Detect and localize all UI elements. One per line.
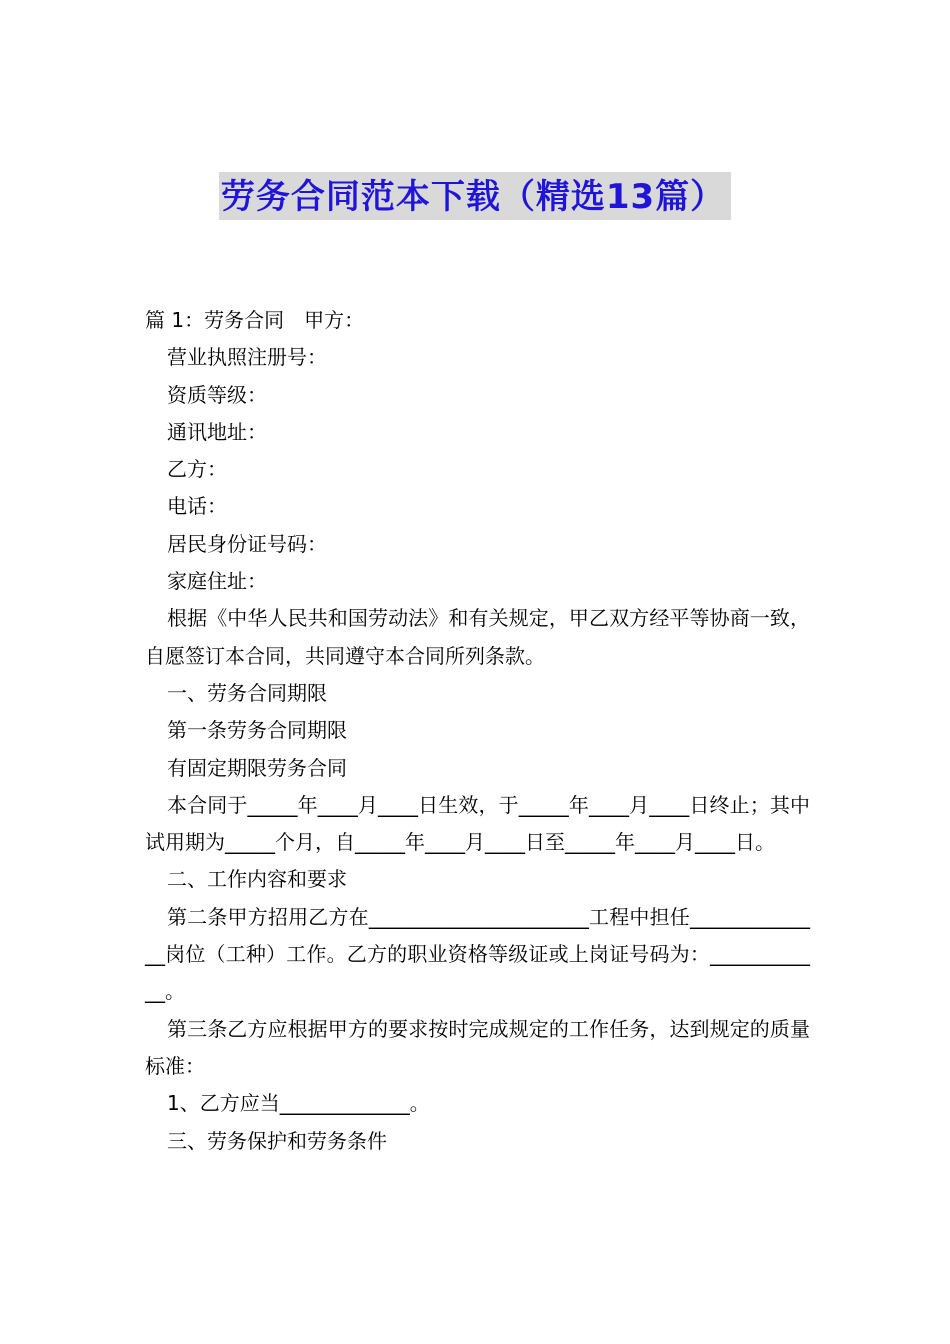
paragraph-phone: 电话： xyxy=(167,494,227,519)
paragraph-qualification: 资质等级： xyxy=(167,382,267,407)
list-item-1: 1、乙方应当_____________。 xyxy=(167,1091,430,1116)
paragraph-contract-heading: 篇 1：劳务合同 甲方： xyxy=(145,308,365,332)
document-title: 劳务合同范本下载（精选13篇） xyxy=(219,172,731,220)
document-body xyxy=(145,302,810,1160)
section-heading-protection: 三、劳务保护和劳务条件 xyxy=(167,1128,387,1153)
article-1-heading: 第一条劳务合同期限 xyxy=(167,718,347,743)
paragraph-party-b: 乙方： xyxy=(167,457,227,482)
paragraph-home-address: 家庭住址： xyxy=(167,569,267,594)
paragraph-address: 通讯地址： xyxy=(167,419,267,444)
paragraph-preamble: 根据《中华人民共和国劳动法》和有关规定，甲乙双方经平等协商一致，自愿签订本合同，共同遵守本合同所列条款。 xyxy=(145,606,810,668)
paragraph-license-number: 营业执照注册号： xyxy=(167,345,327,370)
title-container xyxy=(0,172,950,220)
paragraph-effective-dates: 本合同于_____年____月____日生效，于_____年____月____日终止；其中试用期为_____个月，自_____年____月____日至_____年____月____日。 xyxy=(145,792,810,855)
paragraph-id-number: 居民身份证号码： xyxy=(167,531,327,556)
section-heading-work: 二、工作内容和要求 xyxy=(167,867,347,892)
article-3: 第三条乙方应根据甲方的要求按时完成规定的工作任务，达到规定的质量标准： xyxy=(145,1016,810,1078)
article-2: 第二条甲方招用乙方在______________________工程中担任______________岗位（工种）工作。乙方的职业资格等级证或上岗证号码为：____________。 xyxy=(145,904,810,1004)
section-heading-term: 一、劳务合同期限 xyxy=(167,680,327,705)
paragraph-fixed-term: 有固定期限劳务合同 xyxy=(167,755,347,780)
